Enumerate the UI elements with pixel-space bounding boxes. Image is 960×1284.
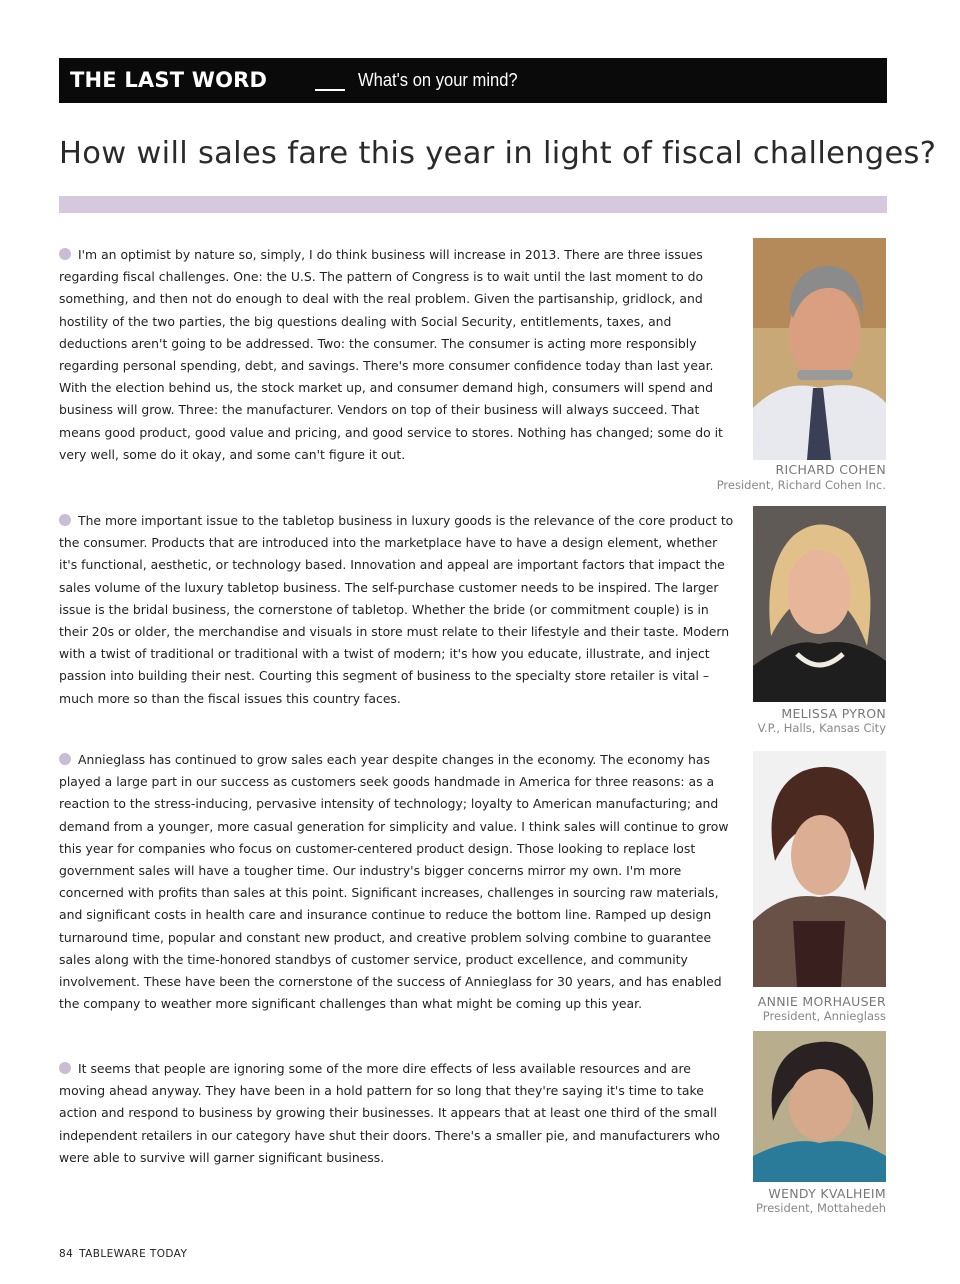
quote-text: I'm an optimist by nature so, simply, I do think business will increase in 2013. There are three issues regarding fiscal challenges. One: the U.S. The pattern of Congress is to wait until the last moment to do something, and then not do enough to deal with the real problem. Given the partisanship, gridlock, and hostility of the two parties, the big questions dealing with Social Security, entitlements, taxes, and deductions aren't going to be addressed. Two: the consumer. The consumer is acting more responsibly regarding personal spending, debt, and savings. There's more consumer confidence today than last year. With the election behind us, the stock market up, and consumer demand high, consumers will spend and business will grow. Three: the manufacturer. Vendors on top of their business will always succeed. That means good product, good value and pricing, and good service to stores. Nothing has changed; some do it very well, some do it okay, and some can't figure it out. [59, 247, 723, 462]
portrait-photo [753, 1031, 886, 1182]
quote-text: It seems that people are ignoring some of the more dire effects of less available resources and are moving ahead anyway. They have been in a hold pattern for so long that they're saying it's time to take action and respond to business by growing their businesses. It appears that at least one third of the small independent retailers in our category have shut their doors. There's a smaller pie, and manufacturers who were able to survive will garner significant business. [59, 1061, 721, 1165]
page-number: 84 [59, 1248, 74, 1260]
portrait-wendy-kvalheim-icon [753, 1031, 886, 1182]
bullet-icon [59, 1062, 71, 1074]
quote-text: The more important issue to the tabletop business in luxury goods is the relevance of the core product to the consumer. Products that are introduced into the marketplace have to have a design element, whether it's functional, aesthetic, or technology based. Innovation and appeal are important factors that impact the sales volume of the luxury tabletop business. The self-purchase customer needs to be inspired. The larger issue is the bridal business, the cornerstone of tabletop. Whether the bride (or commitment couple) is in their 20s or older, the merchandise and visuals in store must relate to their lifestyle and their taste. Modern with a twist of traditional or traditional with a twist of modern; it's how you educate, illustrate, and inject passion into building their nest. Courting this segment of business to the specialty store retailer is vital – much more so than the fiscal issues this country faces. [59, 513, 734, 706]
respondent-title: President, Mottahedeh [755, 1201, 886, 1215]
section-title: THE LAST WORD [70, 68, 268, 92]
respondent-name: MELISSA PYRON [781, 706, 886, 721]
portrait-photo [753, 506, 886, 702]
decorative-bar [59, 196, 887, 213]
respondent-title: President, Annieglass [762, 1009, 886, 1023]
portrait-melissa-pyron-icon [753, 506, 886, 702]
respondent-name: RICHARD COHEN [775, 462, 886, 477]
respondent-title: President, Richard Cohen Inc. [716, 478, 886, 492]
portrait-photo [753, 751, 886, 987]
quote-paragraph [59, 510, 734, 710]
quote-paragraph [59, 749, 734, 1015]
quote-paragraph [59, 1058, 734, 1169]
bullet-icon [59, 248, 71, 260]
portrait-richard-cohen-icon [753, 238, 886, 460]
quote-paragraph [59, 244, 734, 466]
portrait-annie-morhauser-icon [753, 751, 886, 987]
section-subtitle: What's on your mind? [358, 70, 518, 90]
banner-divider [315, 89, 345, 91]
publication-name: TABLEWARE TODAY [79, 1248, 188, 1260]
respondent-title: V.P., Halls, Kansas City [757, 721, 886, 735]
page-headline: How will sales fare this year in light of fiscal challenges? [59, 136, 937, 171]
page-footer [59, 1248, 187, 1260]
quote-text: Annieglass has continued to grow sales each year despite changes in the economy. The economy has played a large part in our success as customers seek goods handmade in America for three reasons: as a reaction to the stress-inducing, pervasive intensity of technology; loyalty to American manufacturing; and demand from a younger, more casual generation for simplicity and value. I think sales will continue to grow this year for companies who focus on customer-centered product design. Those looking to replace lost government sales will have a tougher time. Our industry's bigger concerns mirror my own. I'm more concerned with profits than sales at this point. Significant increases, challenges in sourcing raw materials, and significant costs in health care and insurance continue to reduce the bottom line. Ramped up design turnaround time, popular and constant new product, and creative problem solving combine to guarantee sales along with the time-honored standbys of customer service, product excellence, and community involvement. These have been the cornerstone of the success of Annieglass for 30 years, and has enabled the company to weather more significant challenges than what might be coming up this year. [59, 752, 729, 1012]
respondent-name: ANNIE MORHAUSER [757, 994, 886, 1009]
bullet-icon [59, 753, 71, 765]
portrait-photo [753, 238, 886, 460]
bullet-icon [59, 514, 71, 526]
section-banner [59, 58, 887, 103]
respondent-name: WENDY KVALHEIM [768, 1186, 886, 1201]
